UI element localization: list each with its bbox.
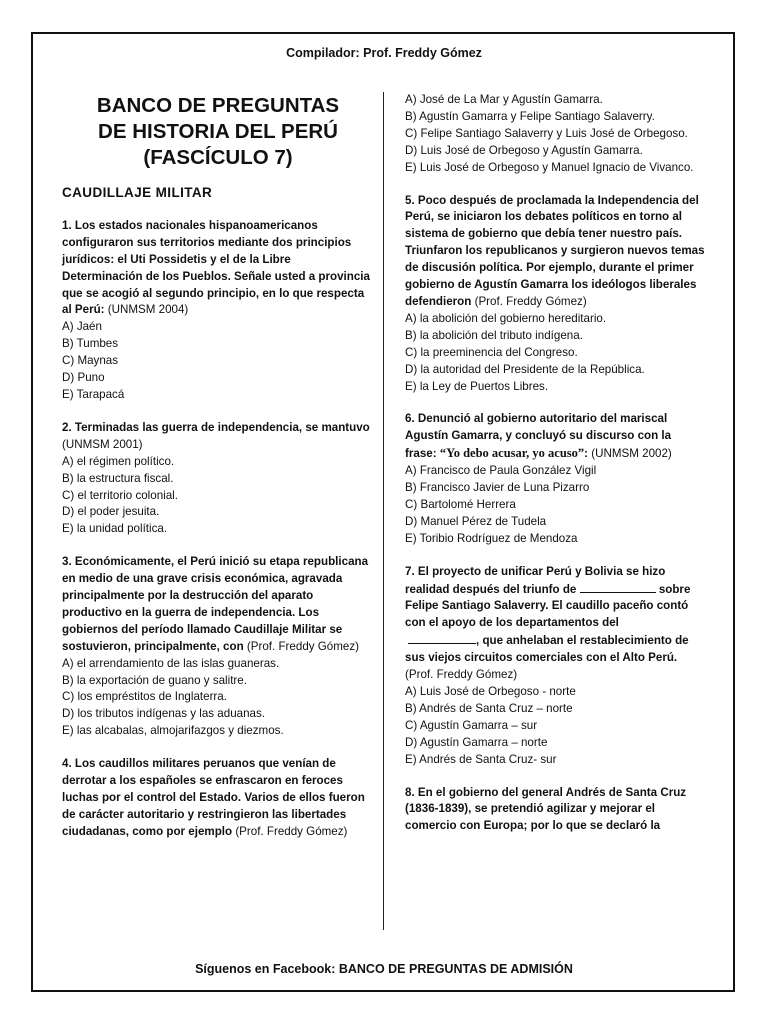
question-3 [62, 554, 374, 740]
option: C) Felipe Santiago Salaverry y Luis José de Orbegoso. [405, 126, 688, 140]
question-8 [405, 785, 705, 836]
option: E) Luis José de Orbegoso y Manuel Ignacio de Vivanco. [405, 160, 694, 174]
question-5-text: 5. Poco después de proclamada la Independencia del Perú, se iniciaron los debates políticos en torno al sistema de gobierno que debía tener nuestro país. Triunfaron los republicanos y surgieron nuevos temas de discusión política. Por ejemplo, durante el primer gobierno de Agustín Gamarra los ideólogos liberales defendieron [405, 193, 705, 308]
option: C) Maynas [62, 354, 119, 368]
title-line-2: DE HISTORIA DEL PERÚ [98, 120, 338, 143]
right-column [405, 92, 705, 851]
question-7-text-c: , que anhelaban el restablecimiento de sus viejos circuitos comerciales con el Alto Perú. [405, 634, 689, 665]
option: D) Puno [62, 371, 105, 385]
question-6-text: 6. Denunció al gobierno autoritario del mariscal Agustín Gamarra, y concluyó su discurso con la frase: [405, 412, 672, 461]
question-6 [405, 411, 705, 547]
option: A) Jaén [62, 320, 102, 334]
question-1-source: (UNMSM 2004) [104, 303, 189, 317]
title-line-1: BANCO DE PREGUNTAS [96, 94, 340, 117]
document-title [62, 92, 374, 171]
option: A) el régimen político. [62, 454, 175, 468]
question-3-source: (Prof. Freddy Gómez) [243, 639, 360, 653]
question-6-source: (UNMSM 2002) [588, 447, 672, 461]
option: B) Tumbes [62, 337, 119, 351]
section-heading: CAUDILLAJE MILITAR [62, 185, 213, 200]
blank-line [580, 581, 656, 593]
question-1 [62, 218, 374, 404]
option: E) Toribio Rodríguez de Mendoza [405, 531, 578, 545]
question-2-text: 2. Terminadas las guerra de independencia, se mantuvo [62, 420, 370, 434]
option: D) la autoridad del Presidente de la República. [405, 362, 645, 376]
option: B) Francisco Javier de Luna Pizarro [405, 481, 590, 495]
option: A) Francisco de Paula González Vigil [405, 464, 597, 478]
compiler-header: Compilador: Prof. Freddy Gómez [286, 46, 482, 60]
question-4-source: (Prof. Freddy Gómez) [232, 824, 348, 838]
question-5 [405, 193, 705, 396]
question-3-text: 3. Económicamente, el Perú inició su etapa republicana en medio de una grave crisis económica, agravada principalmente por la destrucción del aparato productivo en la guerra de independencia. Los gobiernos del período llamado Caudillaje Militar se sostuvieron, principalmente, con [62, 555, 369, 653]
option: E) la Ley de Puertos Libres. [405, 379, 549, 393]
question-5-source: (Prof. Freddy Gómez) [471, 294, 587, 308]
option: B) la exportación de guano y salitre. [62, 673, 247, 687]
option: D) Agustín Gamarra – norte [405, 735, 548, 749]
question-4-options [405, 92, 705, 177]
option: B) Andrés de Santa Cruz – norte [405, 701, 573, 715]
question-7-text-a: 7. El proyecto de unificar Perú y Bolivia se hizo realidad después del triunfo de [405, 564, 666, 596]
question-7-source: (Prof. Freddy Gómez) [405, 668, 518, 682]
option: A) la abolición del gobierno hereditario. [405, 311, 607, 325]
title-line-3: (FASCÍCULO 7) [143, 146, 293, 169]
question-1-text: 1. Los estados nacionales hispanoamericanos configuraron sus territorios mediante dos principios jurídicos: el Uti Possidetis y el de la Libre Determinación de los Pueblos. Señale usted a provincia que se acogió al segundo principio, en lo que respecta al Perú: [62, 218, 370, 317]
option: B) la estructura fiscal. [62, 471, 174, 485]
option: E) Tarapacá [62, 387, 125, 401]
option: D) el poder jesuita. [62, 505, 160, 519]
option: D) los tributos indígenas y las aduanas. [62, 707, 266, 721]
blank-line [408, 632, 476, 644]
option: B) la abolición del tributo indígena. [405, 328, 583, 342]
question-6-quote: “Yo debo acusar, yo acuso” [439, 446, 585, 461]
question-2 [62, 420, 374, 538]
option: A) Luis José de Orbegoso - norte [405, 685, 576, 698]
question-7 [405, 564, 705, 769]
option: A) el arrendamiento de las islas guaneras. [62, 656, 280, 670]
left-column [62, 92, 374, 857]
question-8-text: 8. En el gobierno del general Andrés de Santa Cruz (1836-1839), se pretendió agilizar y mejorar el comercio con Europa; por lo que se declaró la [405, 785, 687, 833]
option: E) las alcabalas, almojarifazgos y diezmos. [62, 724, 284, 738]
option: C) Agustín Gamarra – sur [405, 718, 538, 732]
option: D) Luis José de Orbegoso y Agustín Gamarra. [405, 143, 643, 157]
option: A) José de La Mar y Agustín Gamarra. [405, 93, 603, 106]
column-divider [383, 92, 384, 930]
option: B) Agustín Gamarra y Felipe Santiago Salaverry. [405, 109, 655, 123]
option: C) la preeminencia del Congreso. [405, 345, 578, 359]
question-4 [62, 756, 374, 841]
option: D) Manuel Pérez de Tudela [405, 514, 547, 528]
facebook-footer: Síguenos en Facebook: BANCO DE PREGUNTAS DE ADMISIÓN [195, 962, 573, 976]
question-7-text-b: sobre Felipe Santiago Salaverry. El caudillo paceño contó con el apoyo de los departamentos del [405, 582, 691, 630]
question-2-source: (UNMSM 2001) [62, 437, 143, 451]
option: E) Andrés de Santa Cruz- sur [405, 752, 557, 766]
question-4-text: 4. Los caudillos militares peruanos que venían de derrotar a los españoles se enfrascaron en feroces luchas por el control del Estado. Varios de ellos fueron de carácter autoritario y restringieron las libertades ciudadanas, como por ejemplo [62, 757, 365, 838]
option: C) Bartolomé Herrera [405, 497, 516, 511]
option: C) el territorio colonial. [62, 488, 178, 502]
option: C) los empréstitos de Inglaterra. [62, 690, 227, 704]
option: E) la unidad política. [62, 522, 168, 536]
question-6-colon: : [584, 447, 589, 461]
